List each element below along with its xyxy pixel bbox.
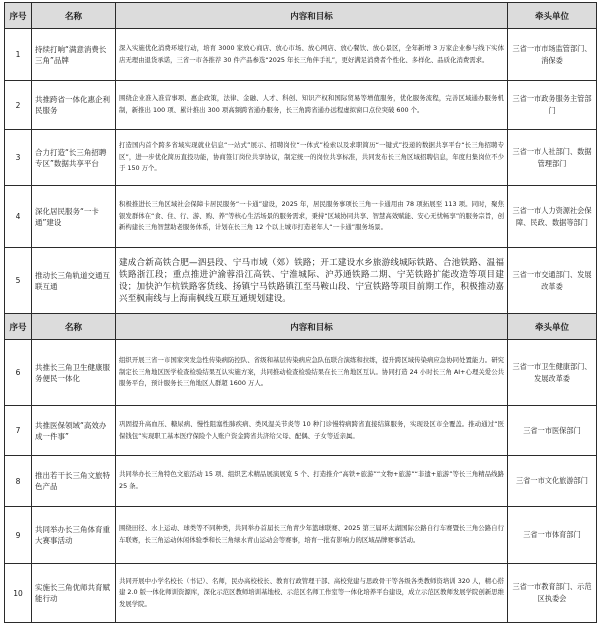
table-row <box>5 507 597 564</box>
header-content: 内容和目标 <box>116 3 508 29</box>
row-seq: 2 <box>5 81 32 130</box>
table-header-row <box>5 3 597 29</box>
row-content: 深入实施优化消费环境行动，培育 3000 家放心商店、放心市场、放心网店、放心餐饮、放心景区，全年新增 3 万家企业参与线下实体店无理由退货承诺，三省一市各推荐 30 件产品参选“2025 年长三角伴手礼”，更好满足消费者个性化、多样化、品质化消费需求。 <box>116 29 508 81</box>
row-name: 实施长三角优师共育赋能行动 <box>32 564 116 623</box>
row-content: 建成合新高铁合肥—泗县段、宁马市域（郊）铁路；开工建设水乡旅游线城际铁路、合池铁路、温福铁路浙江段；重点推进沪渝蓉沿江高铁、宁淮城际、沪苏通铁路二期、宁芜铁路扩能改造等项目建设；加快沪乍杭铁路客货线、扬镇宁马铁路镇江至马鞍山段、宁宣铁路等项目前期工作，积极推动嘉兴至枫南线与上海南枫线互联互通规划建设。 <box>116 248 508 314</box>
row-name: 共推医保领域“高效办成一件事” <box>32 406 116 456</box>
row-seq: 8 <box>5 456 32 507</box>
table-row <box>5 186 597 248</box>
table-row <box>5 406 597 456</box>
row-seq: 6 <box>5 340 32 406</box>
row-name: 推动长三角轨道交通互联互通 <box>32 248 116 314</box>
row-seq: 10 <box>5 564 32 623</box>
row-content: 共同开展中小学名校长（书记）、名师，民办高校校长、教育行政管理干部、高校党建与思政骨干等各级各类教师资培训 320 人，精心搭建 2.0 版一体化师训资源库，深化示范区教师培训基地校、示范区名师工作室等一体化培养平台建设，成立示范区教师发展学院创新思维发展学院。 <box>116 564 508 623</box>
row-content: 围绕田径、水上运动、球类等不同种类，共同举办首届长三角青少年篮球联赛、2025 第三届环太湖国际公路自行车赛暨长三角公路自行车联赛，长三角运动休闲体验季和长三角绿水青山运动会等赛事，培育一批有影响力的区域品牌赛事活动。 <box>116 507 508 564</box>
header-name: 名称 <box>32 314 116 340</box>
row-lead: 三省一市卫生健康部门、发展改革委 <box>508 340 597 406</box>
row-content: 打造国内首个跨多省域实现就业信息“一站式”展示、招聘岗位“一体式”检索以及求职简历“一键式”投递的数据共享平台“长三角招聘专区”，进一步优化简历直投功能，协商签订岗位共享协议，制定统一的岗位共享标准，共同发布长三角区域招聘信息，年度归集岗位不少于 150 万个。 <box>116 130 508 186</box>
row-lead: 三省一市文化旅游部门 <box>508 456 597 507</box>
row-seq: 7 <box>5 406 32 456</box>
row-content: 巩固提升高血压、糖尿病、慢性阻塞性肺疾病、类风湿关节炎等 10 种门诊慢特病跨省直接结算服务，实现设区市全覆盖。推动通过“医保钱包”实现职工基本医疗保险个人账户资金跨省共济给父母、配偶、子女等近亲属。 <box>116 406 508 456</box>
table-row <box>5 340 597 406</box>
table-row <box>5 81 597 130</box>
header-lead: 牵头单位 <box>508 3 597 29</box>
row-content: 组织开展三省一市国家突发急性传染病防控队、省级和基层传染病应急队伍联合演练和拉练，提升跨区域传染病应急协同处置能力。研究制定长三角地区医学检查检验结果互认实施方案，共同推动检查检验结果在长三角地区互认。协同打造 24 小时长三角 AI+心理关爱公共服务平台，预计服务长三角地区人群超 1600 万人。 <box>116 340 508 406</box>
row-seq: 5 <box>5 248 32 314</box>
row-lead: 三省一市人社部门、数据管理部门 <box>508 130 597 186</box>
row-name: 共推跨省一体化惠企利民服务 <box>32 81 116 130</box>
row-lead: 三省一市交通部门、发展改革委 <box>508 248 597 314</box>
row-lead: 三省一市政务服务主管部门 <box>508 81 597 130</box>
row-seq: 1 <box>5 29 32 81</box>
row-lead: 三省一市体育部门 <box>508 507 597 564</box>
row-name: 共同举办长三角体育重大赛事活动 <box>32 507 116 564</box>
row-content: 积极推进长三角区域社会保障卡居民服务“一卡通”建设，2025 年，居民服务事项长三角一卡通用由 78 项拓展至 113 项。同时，聚焦银发群体在“食、住、行、游、购、养”等核心生活场景的服务需求，秉持“区域协同共享、智慧高效赋能、安心无忧畅享”的服务宗旨，创新构建长三角智慧助老服务体系，计划在长三角 12 个以上城市打造老年人“一卡通”服务场景。 <box>116 186 508 248</box>
header-name: 名称 <box>32 3 116 29</box>
initiatives-table <box>4 2 597 623</box>
row-lead: 三省一市市场监管部门、消保委 <box>508 29 597 81</box>
row-name: 持续打响“满意消费长三角”品牌 <box>32 29 116 81</box>
row-seq: 9 <box>5 507 32 564</box>
table-row <box>5 29 597 81</box>
table-row <box>5 456 597 507</box>
header-seq: 序号 <box>5 314 32 340</box>
table-row <box>5 564 597 623</box>
table-row <box>5 248 597 314</box>
row-content: 围绕企业准入准营事项、惠企政策，法律、金融、人才、科创、知识产权和国际贸易等增值服务，优化服务流程，完善区域通办服务机制，新推出 100 项、累计推出 300 项高频跨省通办服务，长三角跨省通办远程虚拟窗口点位突破 600 个。 <box>116 81 508 130</box>
row-seq: 4 <box>5 186 32 248</box>
row-name: 共推长三角卫生健康服务便民一体化 <box>32 340 116 406</box>
header-lead: 牵头单位 <box>508 314 597 340</box>
row-lead: 三省一市医保部门 <box>508 406 597 456</box>
row-name: 推出若干长三角文旅特色产品 <box>32 456 116 507</box>
row-content: 共同举办长三角特色文旅活动 15 项、组织艺术精品展演展览 5 个、打造推介“高铁+旅游”“文物+旅游”“非遗+旅游”等长三角精品线路 25 条。 <box>116 456 508 507</box>
table-row <box>5 130 597 186</box>
row-seq: 3 <box>5 130 32 186</box>
row-name: 合力打造“长三角招聘专区”数据共享平台 <box>32 130 116 186</box>
row-name: 深化居民服务“一卡通”建设 <box>32 186 116 248</box>
header-content: 内容和目标 <box>116 314 508 340</box>
row-lead: 三省一市人力资源社会保障、民政、数据等部门 <box>508 186 597 248</box>
row-lead: 三省一市教育部门、示范区执委会 <box>508 564 597 623</box>
table-header-row <box>5 314 597 340</box>
header-seq: 序号 <box>5 3 32 29</box>
